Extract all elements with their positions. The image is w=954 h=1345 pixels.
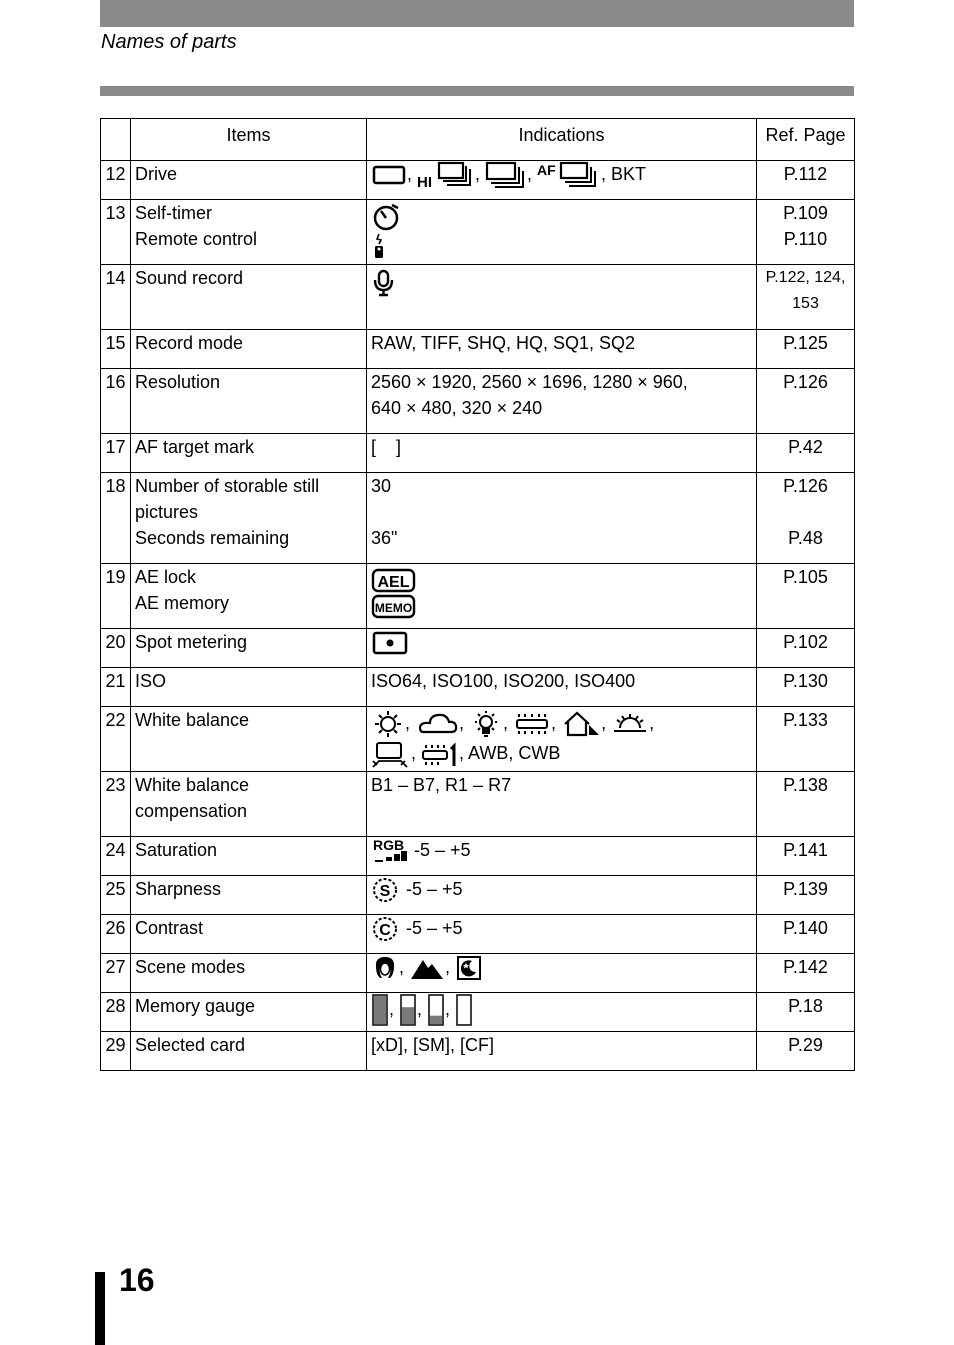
item-label — [131, 473, 367, 564]
indication-cell — [367, 200, 757, 265]
table-row — [101, 161, 855, 200]
ref-line: P.126 — [783, 476, 828, 496]
row-number: 27 — [101, 954, 131, 993]
row-number: 15 — [101, 330, 131, 369]
row-number: 14 — [101, 265, 131, 330]
indication-cell — [367, 707, 757, 772]
ref-page: P.141 — [757, 837, 855, 876]
table-row — [101, 369, 855, 434]
saturation-range: -5 – +5 — [414, 840, 471, 860]
item-label — [131, 200, 367, 265]
ref-page: P.102 — [757, 629, 855, 668]
item-label: Memory gauge — [131, 993, 367, 1032]
table-row — [101, 200, 855, 265]
ae-lock-label: AEL — [377, 574, 410, 591]
indication-cell — [367, 876, 757, 915]
evening-icon — [611, 710, 649, 738]
drive-suffix: , BKT — [601, 164, 647, 184]
indication-cell: , , — [367, 954, 757, 993]
table-row — [101, 330, 855, 369]
indication-cell: RAW, TIFF, SHQ, HQ, SQ1, SQ2 — [367, 330, 757, 369]
indication-cell: [ ] — [367, 434, 757, 473]
item-line: Number of storable still — [135, 476, 320, 496]
svg-text:AF: AF — [537, 162, 556, 179]
indication-cell — [367, 473, 757, 564]
svg-text:HI: HI — [417, 174, 433, 190]
sunny-icon — [371, 710, 405, 738]
item-line: pictures — [135, 502, 199, 522]
table-row — [101, 707, 855, 772]
row-number: 16 — [101, 369, 131, 434]
tungsten-icon — [469, 710, 503, 738]
contrast-label: C — [379, 922, 391, 940]
section-title: Names of parts — [101, 31, 237, 53]
ref-line: 153 — [792, 295, 819, 312]
remote-control-icon — [371, 232, 391, 260]
item-label: ISO — [131, 668, 367, 707]
header-indications: Indications — [367, 119, 757, 161]
fluorescent-1-icon — [421, 741, 459, 769]
ref-line: P.48 — [788, 528, 823, 548]
item-line: compensation — [135, 801, 248, 821]
ref-page: P.126 — [757, 369, 855, 434]
item-line: AE memory — [135, 593, 230, 613]
item-label — [131, 772, 367, 837]
row-number: 24 — [101, 837, 131, 876]
indication-cell — [367, 915, 757, 954]
indication-line: 36" — [371, 528, 398, 548]
contrast-range: -5 – +5 — [406, 918, 463, 938]
table-row — [101, 954, 855, 993]
memory-gauge-low-icon — [427, 993, 445, 1027]
separator-bar — [100, 86, 854, 96]
item-label: Record mode — [131, 330, 367, 369]
spot-metering-icon — [371, 630, 409, 656]
saturation-label: RGB — [373, 837, 405, 854]
item-label: Saturation — [131, 837, 367, 876]
ref-page: P.29 — [757, 1032, 855, 1071]
ref-line: P.122, 124, — [765, 269, 846, 286]
table-row — [101, 473, 855, 564]
indication-line: 2560 × 1920, 2560 × 1696, 1280 × 960, — [371, 372, 688, 392]
row-number: 12 — [101, 161, 131, 200]
ref-page: P.133 — [757, 707, 855, 772]
memory-gauge-high-icon — [399, 993, 417, 1027]
indication-cell: , , , — [367, 993, 757, 1032]
cloudy-icon — [415, 710, 459, 738]
sharpness-label: S — [379, 883, 391, 901]
ref-line: P.110 — [783, 229, 828, 249]
table-row — [101, 564, 855, 629]
ref-line — [757, 499, 854, 525]
sharpness-range: -5 – +5 — [406, 879, 463, 899]
row-number: 22 — [101, 707, 131, 772]
ref-page: P.138 — [757, 772, 855, 837]
indication-cell — [367, 564, 757, 629]
ref-page: P.42 — [757, 434, 855, 473]
row-number: 26 — [101, 915, 131, 954]
item-label: Sharpness — [131, 876, 367, 915]
indication-cell — [367, 837, 757, 876]
item-line: Seconds remaining — [135, 528, 290, 548]
header-ref-page: Ref. Page — [757, 119, 855, 161]
ref-page — [757, 265, 855, 330]
row-number: 17 — [101, 434, 131, 473]
page-number-bar — [95, 1272, 105, 1345]
microphone-icon — [371, 269, 397, 297]
item-label: Drive — [131, 161, 367, 200]
item-label: Selected card — [131, 1032, 367, 1071]
ref-page — [757, 473, 855, 564]
item-label — [131, 564, 367, 629]
contrast-icon — [371, 915, 401, 943]
indication-cell: , HI , , AF , BKT — [367, 161, 757, 200]
header-number — [101, 119, 131, 161]
table-row — [101, 1032, 855, 1071]
af-sequential-icon — [537, 161, 601, 189]
ref-page: P.105 — [757, 564, 855, 629]
wb-line-2: , , AWB, CWB — [371, 740, 756, 768]
ref-page: P.142 — [757, 954, 855, 993]
ref-page: P.18 — [757, 993, 855, 1032]
table-row — [101, 915, 855, 954]
portrait-icon — [371, 954, 399, 982]
row-number: 23 — [101, 772, 131, 837]
row-number: 18 — [101, 473, 131, 564]
item-line: White balance — [135, 775, 250, 795]
ref-line: P.109 — [783, 203, 828, 223]
table-row — [101, 993, 855, 1032]
indication-line: 640 × 480, 320 × 240 — [371, 398, 543, 418]
self-timer-icon — [371, 202, 405, 232]
row-number: 19 — [101, 564, 131, 629]
sequential-icon — [485, 161, 527, 189]
ae-memory-icon — [371, 594, 417, 620]
flash-wb-icon — [371, 741, 411, 769]
ref-page — [757, 200, 855, 265]
table-row — [101, 772, 855, 837]
indication-cell — [367, 265, 757, 330]
wb-suffix: , AWB, CWB — [459, 743, 561, 764]
memory-gauge-empty-icon — [455, 993, 473, 1027]
memory-gauge-full-icon — [371, 993, 389, 1027]
indication-line: 30 — [371, 476, 392, 496]
item-label: Contrast — [131, 915, 367, 954]
ref-page: P.112 — [757, 161, 855, 200]
table-row — [101, 265, 855, 330]
indication-line — [371, 499, 756, 525]
fluorescent-icon — [513, 710, 551, 738]
item-label: White balance — [131, 707, 367, 772]
item-line: Self-timer — [135, 203, 213, 223]
header-items: Items — [131, 119, 367, 161]
row-number: 29 — [101, 1032, 131, 1071]
ae-memory-label: MEMO — [374, 601, 413, 615]
parts-table — [100, 118, 855, 1071]
indication-cell: B1 – B7, R1 – R7 — [367, 772, 757, 837]
item-line: AE lock — [135, 567, 197, 587]
single-frame-icon — [371, 163, 407, 187]
table-row — [101, 629, 855, 668]
page-number: 16 — [119, 1262, 155, 1298]
ref-page: P.125 — [757, 330, 855, 369]
shade-icon — [561, 710, 601, 738]
item-label: Resolution — [131, 369, 367, 434]
ref-page: P.130 — [757, 668, 855, 707]
item-label: AF target mark — [131, 434, 367, 473]
indication-cell: [xD], [SM], [CF] — [367, 1032, 757, 1071]
item-line: Remote control — [135, 229, 258, 249]
row-number: 28 — [101, 993, 131, 1032]
item-label: Spot metering — [131, 629, 367, 668]
table-row — [101, 668, 855, 707]
landscape-icon — [409, 954, 445, 982]
hi-sequential-icon — [417, 161, 475, 189]
table-row — [101, 434, 855, 473]
item-label: Sound record — [131, 265, 367, 330]
indication-cell — [367, 629, 757, 668]
table-header-row — [101, 119, 855, 161]
row-number: 13 — [101, 200, 131, 265]
indication-cell: ISO64, ISO100, ISO200, ISO400 — [367, 668, 757, 707]
night-scene-icon — [455, 954, 483, 982]
sharpness-icon — [371, 876, 401, 904]
ae-lock-icon — [371, 568, 417, 594]
table-row — [101, 837, 855, 876]
row-number: 20 — [101, 629, 131, 668]
saturation-icon — [371, 837, 409, 865]
row-number: 21 — [101, 668, 131, 707]
row-number: 25 — [101, 876, 131, 915]
header-bar — [100, 0, 854, 27]
indication-cell — [367, 369, 757, 434]
ref-page: P.139 — [757, 876, 855, 915]
wb-line-1: , , , , , , — [371, 707, 756, 738]
item-label: Scene modes — [131, 954, 367, 993]
ref-page: P.140 — [757, 915, 855, 954]
table-row — [101, 876, 855, 915]
